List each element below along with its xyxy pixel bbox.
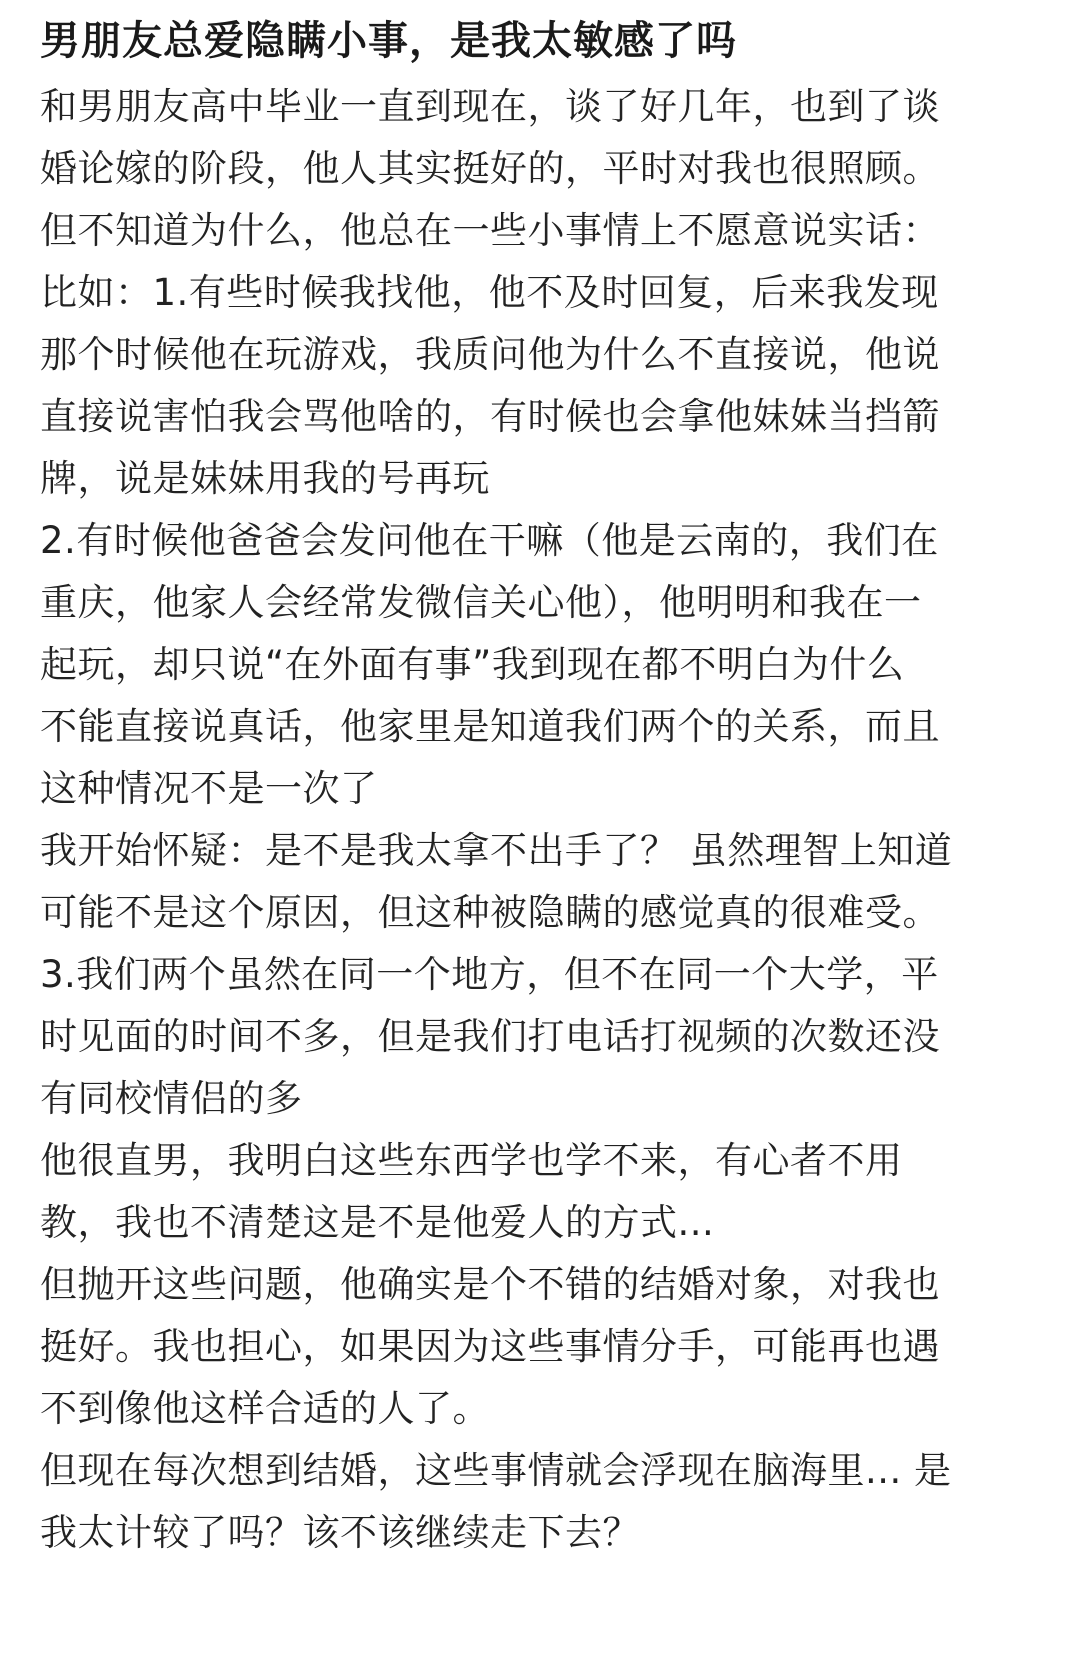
post-body-line: 3.我们两个虽然在同一个地方，但不在同一个大学，平	[40, 953, 939, 996]
post-body-line: 那个时候他在玩游戏，我质问他为什么不直接说，他说	[40, 333, 940, 376]
post-body-line: 起玩，却只说“在外面有事”我到现在都不明白为什么	[40, 643, 905, 686]
post-body-line: 不能直接说真话，他家里是知道我们两个的关系，而且	[40, 705, 940, 748]
post-body-line: 挺好。我也担心，如果因为这些事情分手，可能再也遇	[40, 1325, 940, 1368]
post-body-line: 但抛开这些问题，他确实是个不错的结婚对象，对我也	[40, 1263, 940, 1306]
post-body-line: 不到像他这样合适的人了。	[40, 1387, 490, 1430]
post-title: 男朋友总爱隐瞒小事，是我太敏感了吗	[40, 18, 737, 64]
post-body-line: 比如：1.有些时候我找他，他不及时回复，后来我发现	[40, 271, 939, 314]
post-body-line: 有同校情侣的多	[40, 1077, 303, 1120]
post-body-line: 重庆，他家人会经常发微信关心他），他明明和我在一	[40, 581, 922, 624]
post-body-line: 时见面的时间不多，但是我们打电话打视频的次数还没	[40, 1015, 940, 1058]
post-body	[40, 76, 1060, 1564]
post-body-line: 和男朋友高中毕业一直到现在，谈了好几年，也到了谈	[40, 85, 940, 128]
post-body-line: 但现在每次想到结婚，这些事情就会浮现在脑海里... 是	[40, 1449, 952, 1492]
post-body-line: 2.有时候他爸爸会发问他在干嘛（他是云南的，我们在	[40, 519, 939, 562]
post-body-line: 可能不是这个原因，但这种被隐瞒的感觉真的很难受。	[40, 891, 940, 934]
post-body-line: 这种情况不是一次了	[40, 767, 378, 810]
post-body-line: 婚论嫁的阶段，他人其实挺好的，平时对我也很照顾。	[40, 147, 940, 190]
post	[40, 0, 1060, 1564]
post-body-line: 但不知道为什么，他总在一些小事情上不愿意说实话：	[40, 209, 940, 252]
post-body-line: 我开始怀疑：是不是我太拿不出手了？ 虽然理智上知道	[40, 829, 953, 872]
post-body-line: 牌，说是妹妹用我的号再玩	[40, 457, 490, 500]
post-body-line: 我太计较了吗？该不该继续走下去？	[40, 1511, 640, 1554]
post-body-line: 教，我也不清楚这是不是他爱人的方式...	[40, 1201, 715, 1244]
post-body-line: 直接说害怕我会骂他啥的，有时候也会拿他妹妹当挡箭	[40, 395, 940, 438]
post-body-line: 他很直男，我明白这些东西学也学不来，有心者不用	[40, 1139, 903, 1182]
